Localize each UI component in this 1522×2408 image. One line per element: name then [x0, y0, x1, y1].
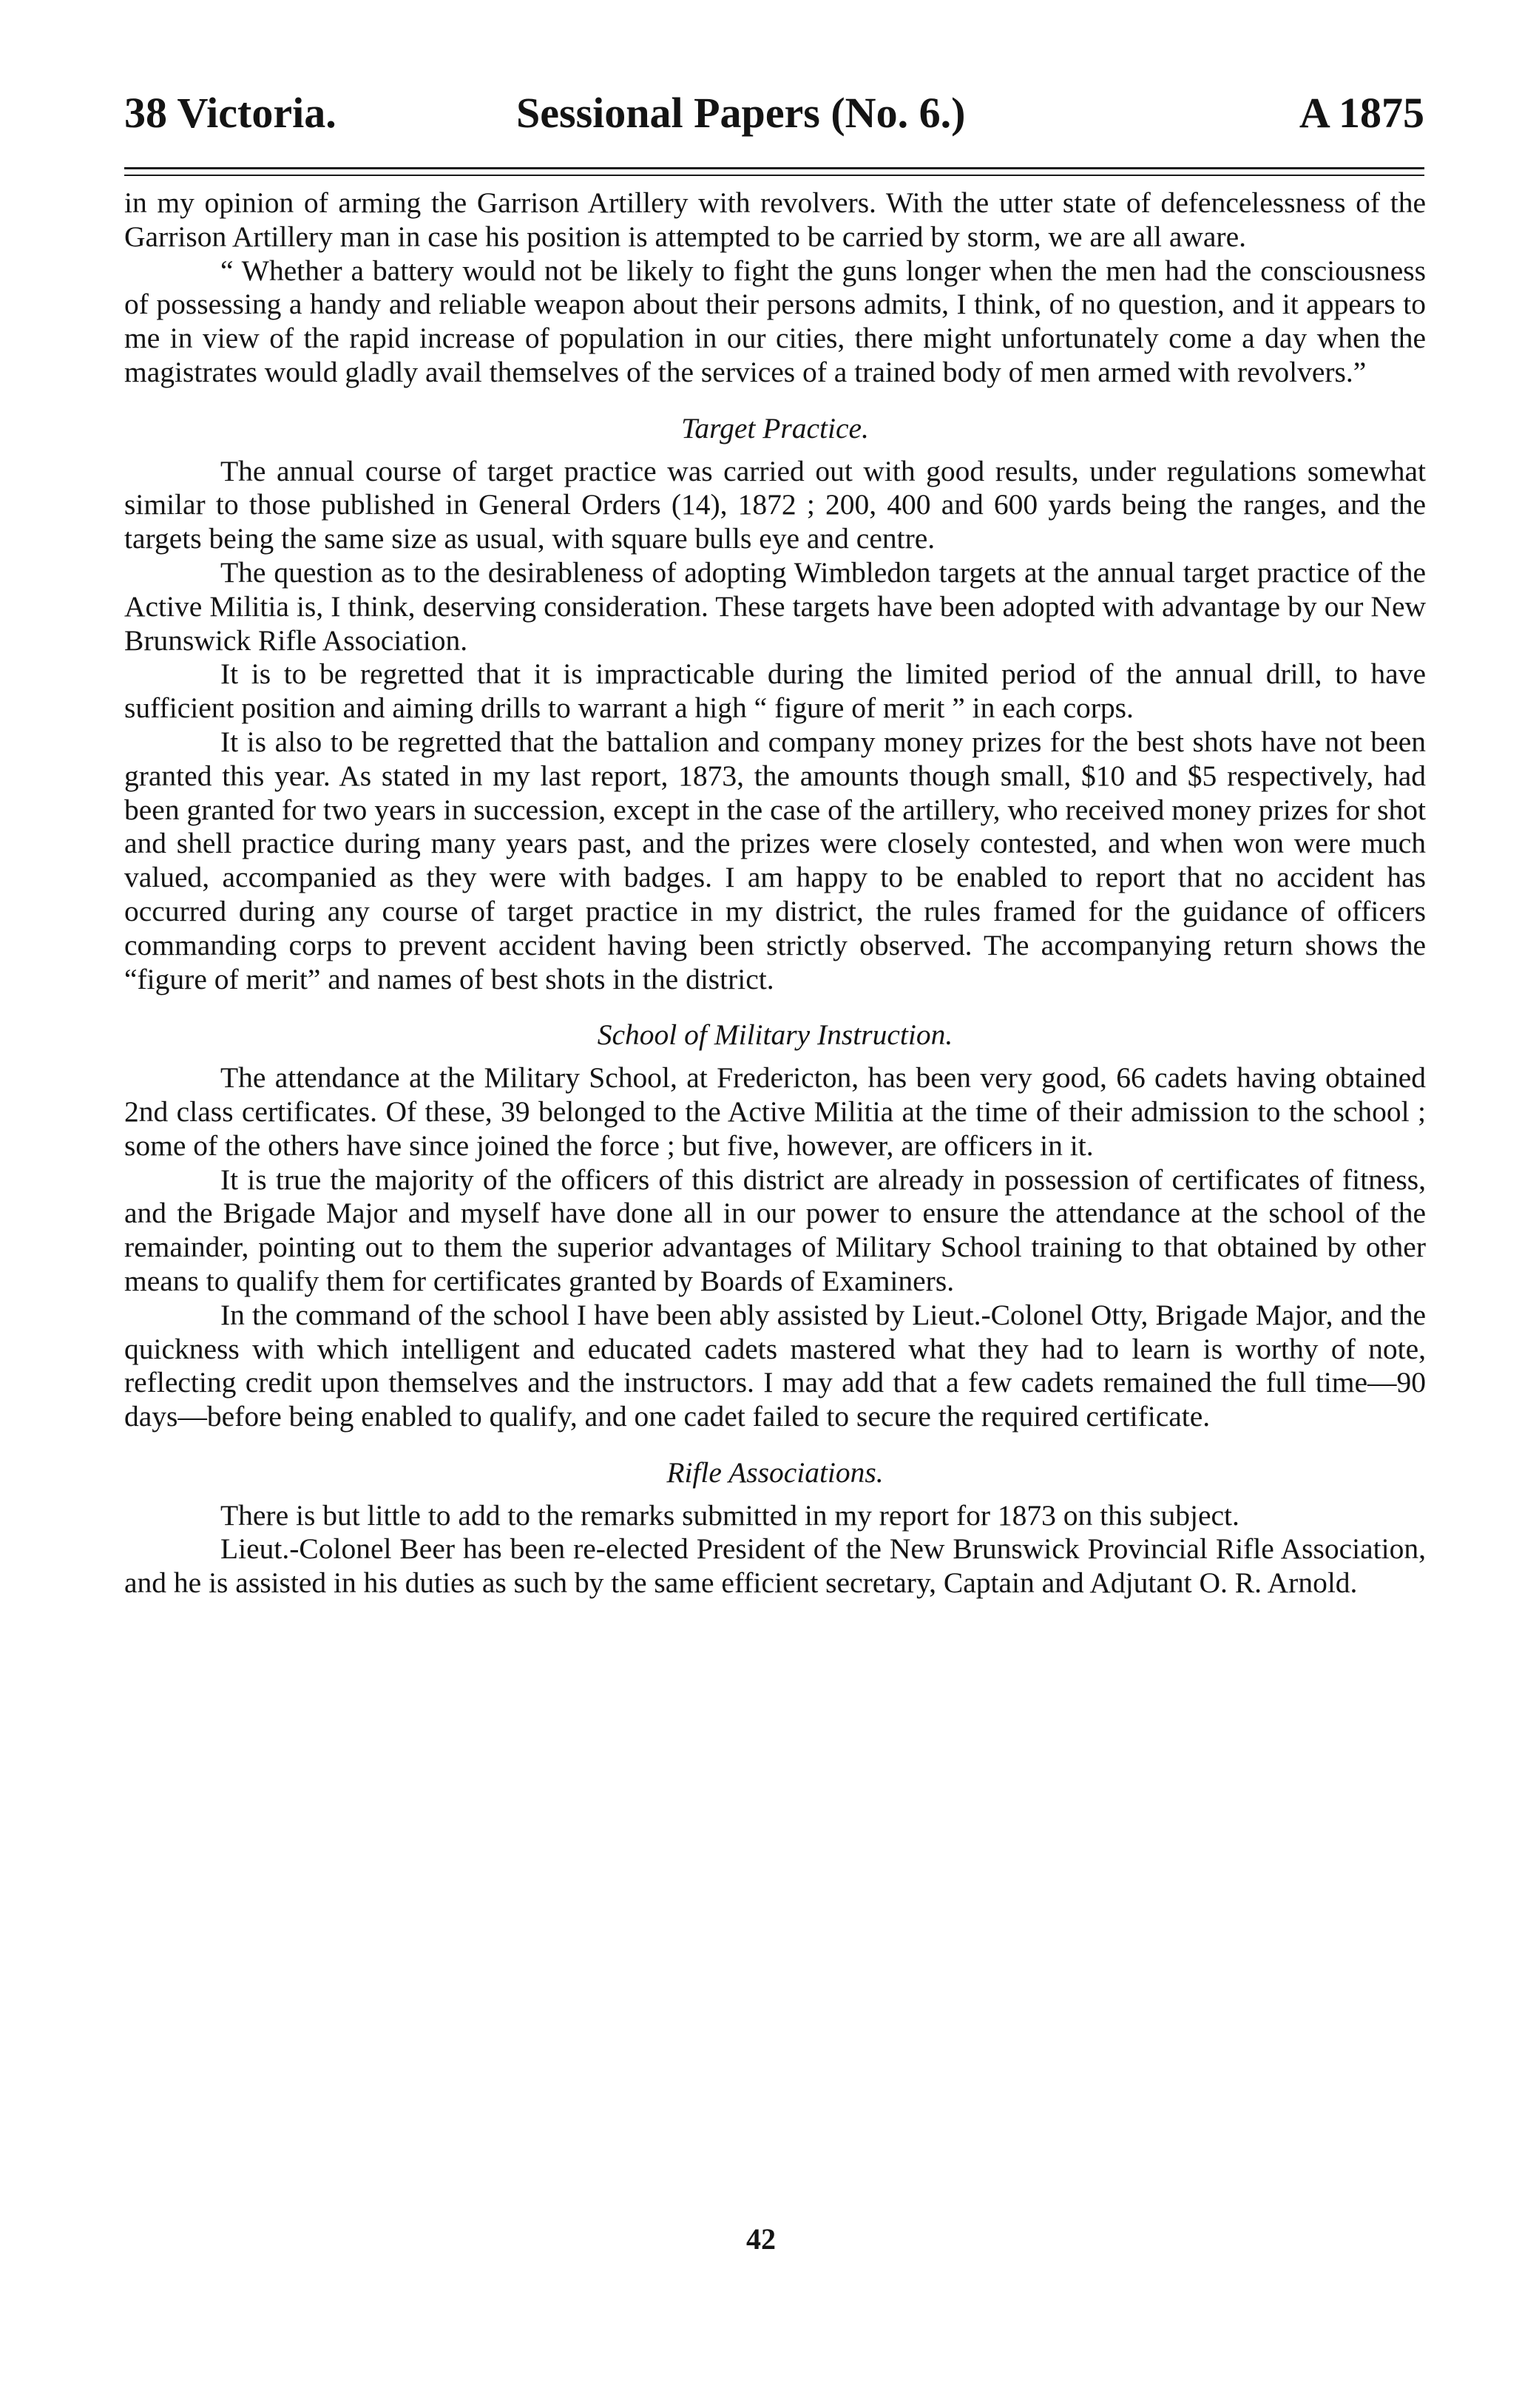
section-heading-target-practice: Target Practice.: [681, 411, 869, 444]
header-rule-thick: [124, 167, 1424, 169]
section-heading-military-school: School of Military Instruction.: [597, 1018, 953, 1052]
paragraph: The attendance at the Military School, at Fredericton, has been very good, 66 cadets having obtained 2nd class certificates. Of these, 39 belonged to the Active Militia at the time of their admission to the school ; some of the others have since joined the force ; but five, however, are officers in it.: [124, 1061, 1426, 1162]
header-year: A 1875: [1299, 89, 1424, 137]
header-rule-thin: [124, 175, 1424, 176]
header-title: Sessional Papers (No. 6.): [516, 89, 966, 137]
paragraph: It is also to be regretted that the battalion and company money prizes for the best shots have not been granted this year. As stated in my last report, 1873, the amounts though small, $10 and $5 respectively, had been granted for two years in succession, except in the case of the artillery, who received money prizes for shot and shell practice during many years past, and the prizes were closely contested, and when won were much valued, accompanied as they were with badges. I am happy to be enabled to report that no accident has occurred during any course of target practice in my district, the rules framed for the guidance of officers commanding corps to prevent accident having been strictly observed. The accompanying return shows the “figure of merit” and names of best shots in the district.: [124, 725, 1426, 995]
paragraph: It is true the majority of the officers of this district are already in possession of certificates of fitness, and the Brigade Major and myself have done all in our power to ensure the attendance at the school of the remainder, pointing out to them the superior advantages of Military School training to that obtained by other means to qualify them for certificates granted by Boards of Examiners.: [124, 1163, 1426, 1297]
body-text: [124, 186, 1426, 1600]
paragraph: It is to be regretted that it is impracticable during the limited period of the annual drill, to have sufficient position and aiming drills to warrant a high “ figure of merit ” in each corps.: [124, 657, 1426, 725]
paragraph: In the command of the school I have been ably assisted by Lieut.-Colonel Otty, Brigade Major, and the quickness with which intelligent and educated cadets mastered what they had to learn is worthy of note, reflecting credit upon themselves and the instructors. I may add that a few cadets remained the full time—90 days—before being enabled to qualify, and one cadet failed to secure the required certificate.: [124, 1298, 1426, 1433]
page-number: 42: [746, 2222, 776, 2256]
section-heading-rifle-associations: Rifle Associations.: [666, 1455, 884, 1489]
paragraph: There is but little to add to the remarks submitted in my report for 1873 on this subject.: [220, 1498, 1239, 1532]
running-header: [124, 80, 1424, 146]
paragraph: The question as to the desirableness of adopting Wimbledon targets at the annual target practice of the Active Militia is, I think, deserving consideration. These targets have been adopted with advantage by our New Brunswick Rifle Association.: [124, 555, 1426, 657]
paragraph: in my opinion of arming the Garrison Artillery with revolvers. With the utter state of defencelessness of the Garrison Artillery man in case his position is attempted to be carried by storm, we are all aware.: [124, 186, 1426, 253]
paragraph: “ Whether a battery would not be likely to fight the guns longer when the men had the consciousness of possessing a handy and reliable weapon about their persons admits, I think, of no question, and it appears to me in view of the rapid increase of population in our cities, there might unfortunately come a day when the magistrates would gladly avail themselves of the services of a trained body of men armed with revolvers.”: [124, 254, 1426, 388]
paragraph: The annual course of target practice was carried out with good results, under regulations somewhat similar to those published in General Orders (14), 1872 ; 200, 400 and 600 yards being the ranges, and the targets being the same size as usual, with square bulls eye and centre.: [124, 454, 1426, 555]
header-session: 38 Victoria.: [124, 89, 336, 137]
paragraph: Lieut.-Colonel Beer has been re-elected President of the New Brunswick Provincial Rifle Association, and he is assisted in his duties as such by the same efficient secretary, Captain and Adjutant O. R. Arnold.: [124, 1532, 1426, 1600]
